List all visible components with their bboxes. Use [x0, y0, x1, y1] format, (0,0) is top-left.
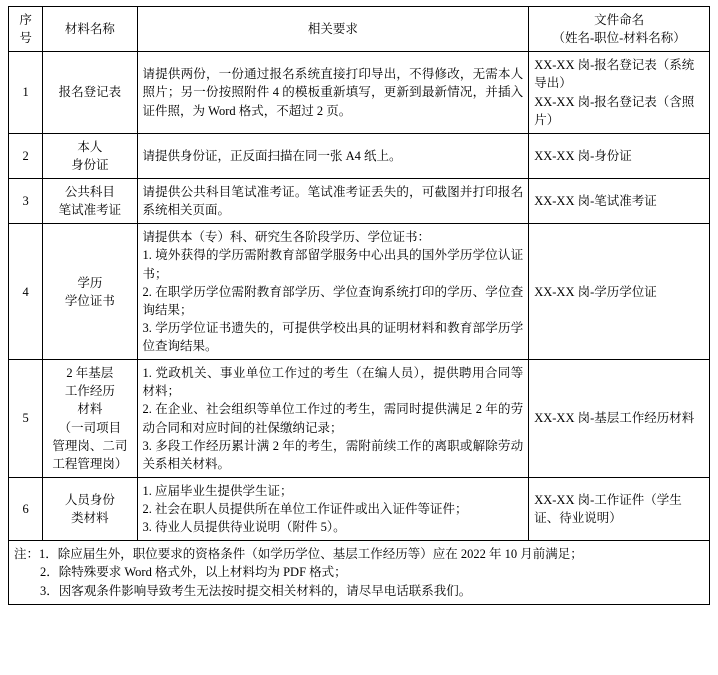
requirement-line: 1. 境外获得的学历需附教育部留学服务中心出具的国外学历学位认证书；: [142, 248, 524, 281]
row-file-naming: [529, 133, 710, 178]
row-no: 3: [9, 179, 43, 224]
row-requirements: [137, 224, 529, 360]
file-naming-line: XX-XX 岗-身份证: [534, 148, 632, 163]
requirement-line: 请提供本（专）科、研究生各阶段学历、学位证书：: [142, 230, 431, 245]
table-row: [9, 133, 710, 178]
material-name-line: 身份证: [71, 157, 109, 172]
row-requirements: [137, 52, 529, 134]
row-requirements: [137, 477, 529, 540]
material-name-line: 人员身份: [64, 492, 115, 507]
requirement-line: 3. 学历学位证书遗失的，可提供学校出具的证明材料和教育部学历学位查询结果。: [142, 320, 524, 353]
row-requirements: [137, 133, 529, 178]
row-material-name: [43, 360, 137, 478]
file-naming-line: XX-XX 岗-基层工作经历材料: [534, 411, 695, 426]
material-name-line: 公共科目: [64, 185, 115, 199]
note-line: 3．因客观条件影响导致考生无法按时提交相关材料的，请尽早电话联系我们。: [40, 583, 472, 598]
header-cell-no: 序号: [9, 7, 43, 52]
row-requirements: [137, 360, 529, 478]
row-no: 5: [9, 360, 43, 478]
row-no: 1: [9, 52, 43, 134]
row-file-naming: [529, 477, 710, 540]
row-material-name: [43, 224, 137, 360]
table-row: [9, 477, 710, 540]
requirement-line: 请提供两份，一份通过报名系统直接打印导出，不得修改，无需本人照片；另一份按照附件 4 的模板重新填写，更新到最新情况，并插入证件照，为 Word 格式，不超过 2 页。: [142, 67, 524, 118]
row-no: 6: [9, 477, 43, 540]
row-file-naming: [529, 179, 710, 224]
table-body: [9, 52, 710, 604]
material-name-line: 学位证书: [64, 293, 115, 308]
note-line: 注：1．除应届生外，职位要求的资格条件（如学历学位、基层工作经历等）应在 2022 年 10 月前满足；: [14, 547, 583, 562]
requirement-line: 1. 党政机关、事业单位工作过的考生（在编人员），提供聘用合同等材料；: [142, 366, 524, 399]
material-name-line: 笔试准考证: [58, 203, 122, 218]
row-no: 4: [9, 224, 43, 360]
row-file-naming: [529, 224, 710, 360]
requirement-line: 请提供身份证，正反面扫描在同一张 A4 纸上。: [142, 148, 402, 163]
file-naming-line: XX-XX 岗-工作证件（学生证、待业说明）: [534, 492, 682, 526]
material-name-line: 类材料: [71, 511, 109, 526]
requirement-line: 2. 在职学历学位需附教育部学历、学位查询系统打印的学历、学位查询结果；: [142, 284, 524, 317]
row-material-name: [43, 179, 137, 224]
file-naming-line: XX-XX 岗-报名登记表（含照片）: [534, 94, 695, 127]
file-naming-line: XX-XX 岗-报名登记表（系统导出）: [534, 58, 695, 91]
row-material-name: [43, 133, 137, 178]
row-no: 2: [9, 133, 43, 178]
table-row: [9, 179, 710, 224]
material-name-line: 工作经历: [64, 384, 115, 399]
material-name-line: 管理岗、二司: [52, 438, 128, 453]
material-name-line: （一司项目: [58, 420, 122, 435]
row-material-name: 报名登记表: [43, 52, 137, 134]
requirement-line: 3. 多段工作经历累计满 2 年的考生，需附前续工作的离职或解除劳动关系相关材料。: [142, 438, 524, 471]
table-notes: [9, 541, 710, 604]
row-material-name: [43, 477, 137, 540]
requirement-line: 2. 在企业、社会组织等单位工作过的考生，需同时提供满足 2 年的劳动合同和对应时间的社保缴纳记录；: [142, 402, 524, 435]
header-cell-requirements: 相关要求: [137, 7, 529, 52]
row-requirements: [137, 179, 529, 224]
table-notes-row: [9, 541, 710, 604]
material-name-line: 材料: [77, 402, 103, 417]
requirement-line: 3. 待业人员提供待业说明（附件 5）。: [142, 520, 346, 535]
note-line: 2．除特殊要求 Word 格式外，以上材料均为 PDF 格式；: [40, 565, 347, 580]
table-row: [9, 224, 710, 360]
table-row: [9, 360, 710, 478]
file-naming-line: XX-XX 岗-学历学位证: [534, 284, 657, 299]
table-row: [9, 52, 710, 134]
requirement-line: 1. 应届毕业生提供学生证；: [142, 483, 293, 498]
table-header-row: [9, 7, 710, 52]
material-name-line: 本人: [77, 139, 103, 154]
header-cell-material-name: 材料名称: [43, 7, 137, 52]
header-cell-file-naming: [529, 7, 710, 52]
header-file-naming-line2: （姓名-职位-材料名称）: [552, 31, 686, 46]
material-name-line: 工程管理岗）: [52, 456, 128, 471]
row-file-naming: [529, 52, 710, 134]
requirement-line: 2. 社会在职人员提供所在单位工作证件或出入证件等证件；: [142, 502, 468, 516]
material-name-line: 学历: [77, 275, 103, 290]
row-file-naming: [529, 360, 710, 478]
header-file-naming-line1: 文件命名: [594, 13, 645, 27]
materials-table: [8, 6, 710, 605]
requirement-line: 请提供公共科目笔试准考证。笔试准考证丢失的，可截图并打印报名系统相关页面。: [142, 185, 524, 218]
file-naming-line: XX-XX 岗-笔试准考证: [534, 194, 657, 209]
material-name-line: 2 年基层: [66, 366, 114, 381]
table-header: [9, 7, 710, 52]
